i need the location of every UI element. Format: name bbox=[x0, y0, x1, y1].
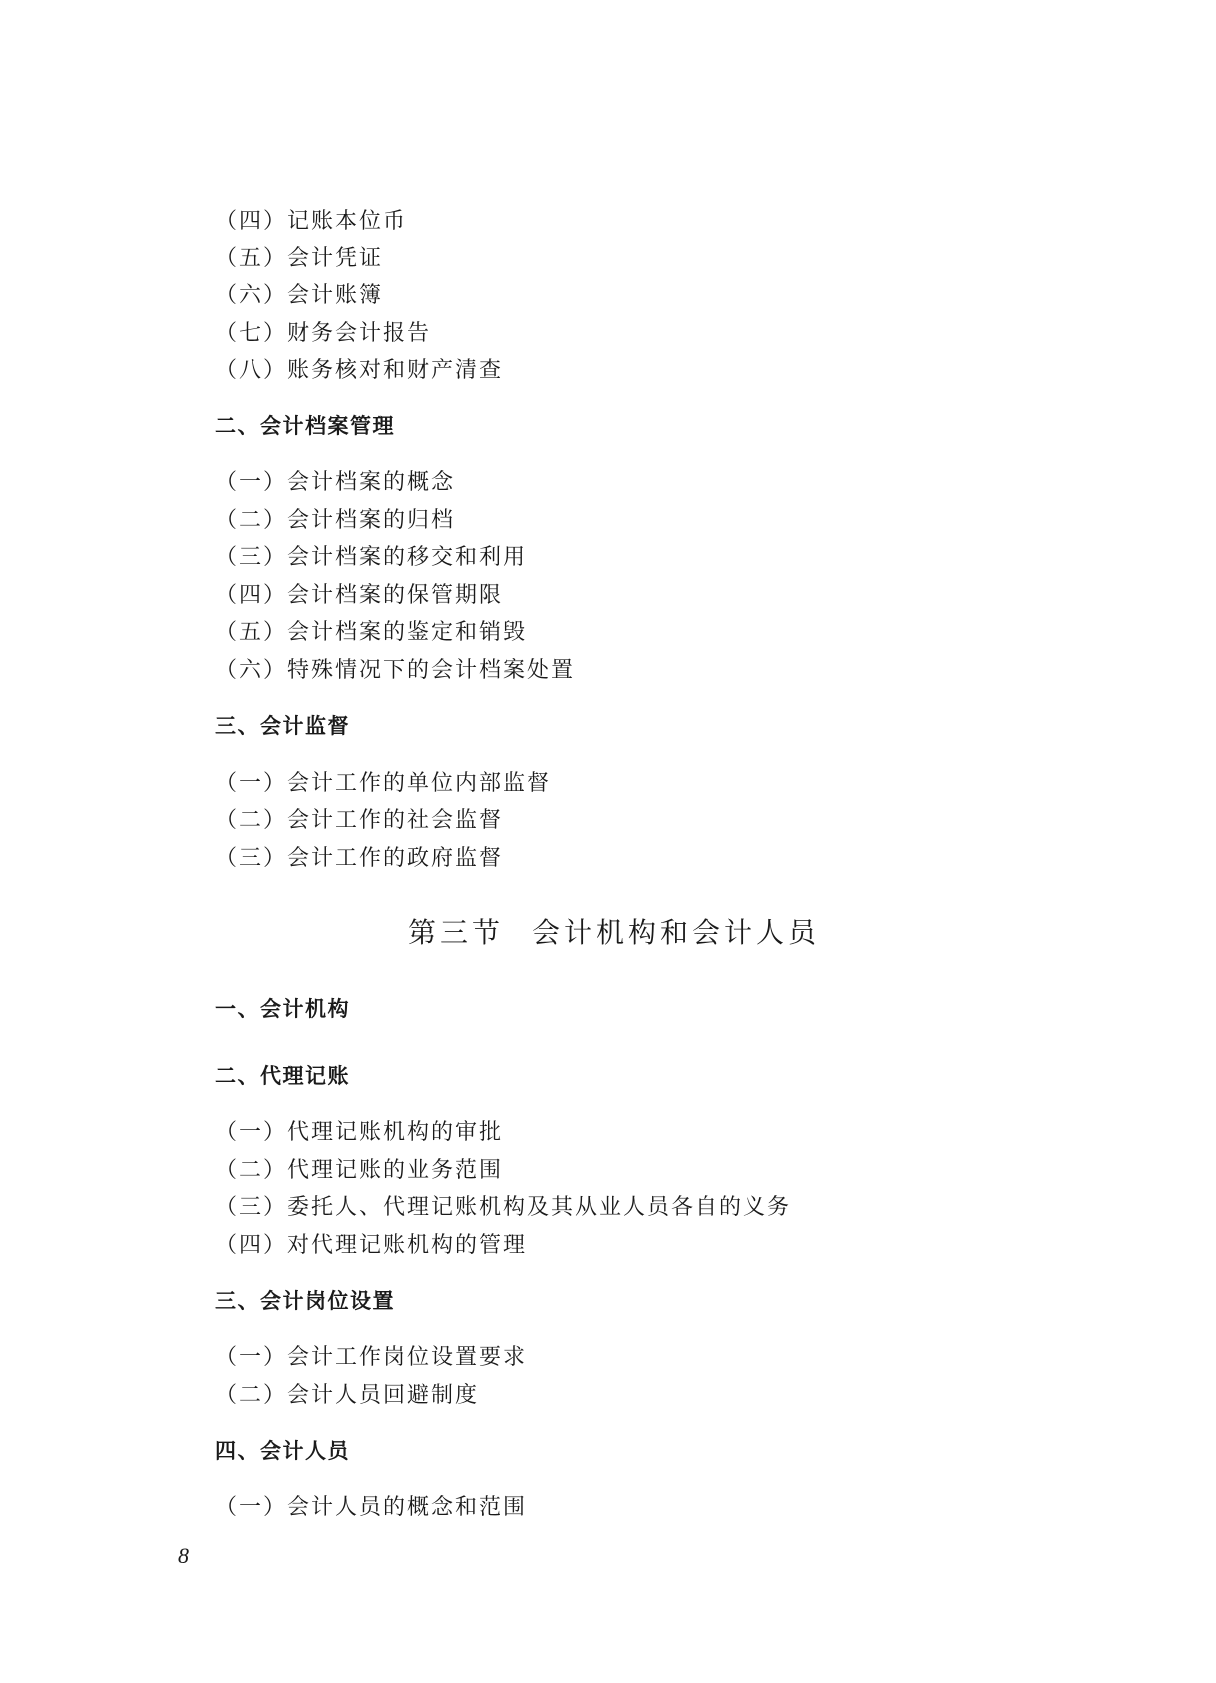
section-name: 会计机构和会计人员 bbox=[532, 916, 821, 949]
page-number: 8 bbox=[178, 1543, 189, 1568]
outline-subitem: （一）代理记账机构的审批 bbox=[215, 1120, 504, 1145]
outline-subitem: （二）会计人员回避制度 bbox=[215, 1383, 480, 1408]
outline-subitem: （六）会计账簿 bbox=[215, 283, 384, 308]
outline-subitem: （一）会计工作的单位内部监督 bbox=[215, 771, 552, 796]
outline-heading: 三、会计监督 bbox=[215, 714, 350, 738]
outline-subitem: （四）会计档案的保管期限 bbox=[215, 583, 504, 608]
outline-heading: 四、会计人员 bbox=[215, 1439, 350, 1463]
section-number: 第三节 bbox=[408, 916, 505, 949]
outline-subitem: （三）会计工作的政府监督 bbox=[215, 846, 504, 871]
outline-heading: 二、代理记账 bbox=[215, 1064, 350, 1088]
outline-subitem: （二）会计档案的归档 bbox=[215, 508, 456, 533]
outline-subitem: （八）账务核对和财产清查 bbox=[215, 358, 504, 383]
outline-subitem: （五）会计凭证 bbox=[215, 246, 384, 271]
outline-subitem: （一）会计人员的概念和范围 bbox=[215, 1495, 528, 1520]
outline-heading: 三、会计岗位设置 bbox=[215, 1289, 395, 1313]
outline-subitem: （一）会计档案的概念 bbox=[215, 470, 456, 495]
section-title bbox=[408, 916, 821, 949]
outline-subitem: （三）会计档案的移交和利用 bbox=[215, 545, 528, 570]
outline-subitem: （七）财务会计报告 bbox=[215, 321, 432, 346]
outline-subitem: （五）会计档案的鉴定和销毁 bbox=[215, 620, 528, 645]
outline-subitem: （一）会计工作岗位设置要求 bbox=[215, 1345, 528, 1370]
outline-subitem: （三）委托人、代理记账机构及其从业人员各自的义务 bbox=[215, 1195, 792, 1220]
outline-subitem: （四）记账本位币 bbox=[215, 209, 408, 234]
outline-subitem: （二）代理记账的业务范围 bbox=[215, 1158, 504, 1183]
outline-subitem: （二）会计工作的社会监督 bbox=[215, 808, 504, 833]
outline-subitem: （四）对代理记账机构的管理 bbox=[215, 1233, 528, 1258]
outline-subitem: （六）特殊情况下的会计档案处置 bbox=[215, 658, 576, 683]
outline-heading: 一、会计机构 bbox=[215, 997, 350, 1021]
outline-heading: 二、会计档案管理 bbox=[215, 414, 395, 438]
